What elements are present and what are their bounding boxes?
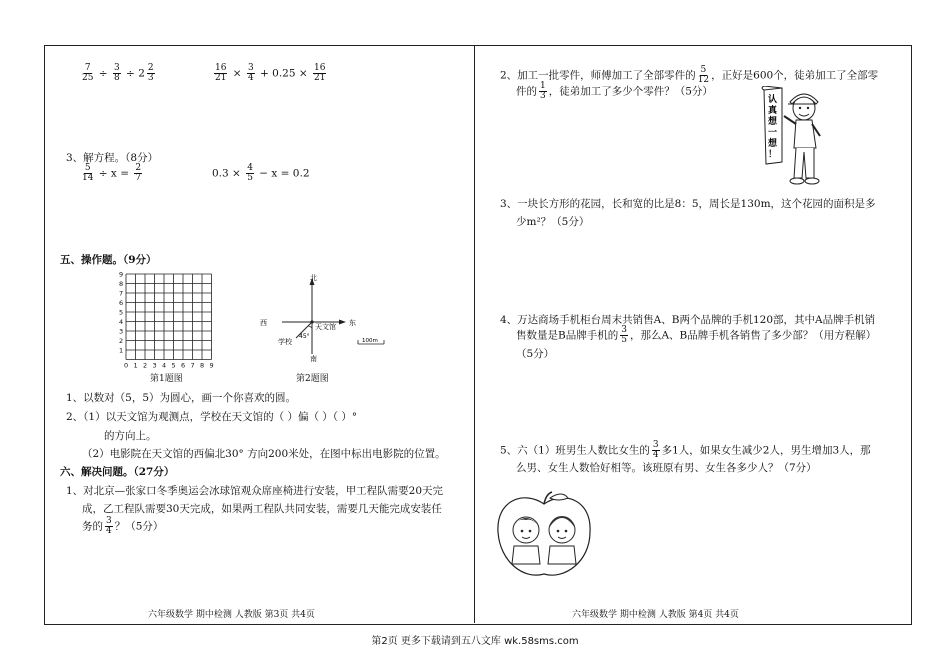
calc-expression-2: $\frac{16}{21}$ × $\frac{3}{4}$ + 0.25 × $\frac{16}{21}$ (215, 63, 326, 83)
grid-y-tick-label: 3 (119, 327, 124, 336)
left-page-footer: 六年级数学 期中检测 人教版 第3页 共4页 (148, 610, 315, 620)
equation-2: 0.3 × $\frac{4}{5}$ − x = 0.2 (212, 163, 310, 183)
apple-kids-illustration (494, 490, 594, 582)
grid-x-tick-label: 5 (171, 361, 176, 370)
page-divider (474, 45, 475, 623)
grid-y-tick-label: 5 (119, 308, 124, 317)
calc-expression-1: $\frac{7}{25}$ ÷ $\frac{3}{8}$ ÷ 2 $\frac{2}{3}$ (82, 63, 154, 83)
observatory-label: 天文馆 (315, 323, 336, 331)
problem-4-line-2: 售数量是B品牌手机的 $\frac{3}{5}$ ，那么A、B品牌手机各销售了多少部？（用方程解） (516, 325, 877, 345)
grid-x-tick-label: 4 (162, 361, 167, 370)
figure-2-caption: 第2题图 (296, 374, 329, 384)
problem-3-line-2: 少m²？（5分） (516, 216, 590, 228)
school-label: 学校 (278, 338, 292, 346)
problem-4-line-3: （5分） (516, 348, 555, 360)
grid-y-tick-label: 9 (119, 270, 124, 279)
grid-x-tick-label: 1 (133, 361, 138, 370)
problem-5-line-2: 么男、女生人数恰好相等。该班原有男、女生各多少人？（7分） (516, 462, 817, 474)
grid-x-tick-label: 6 (181, 361, 186, 370)
compass-north-label: 北 (310, 274, 317, 282)
grid-y-tick-label: 7 (119, 289, 124, 298)
angle-label: 45° (299, 333, 310, 340)
operation-question-2b: （2）电影院在天文馆的西偏北30° 方向200米处，在图中标出电影院的位置。 (82, 448, 446, 460)
problem-1-line-1: 1、对北京—张家口冬季奥运会冰球馆观众席座椅进行安装，甲工程队需要20天完 (66, 485, 444, 497)
problem-2-line-1: 2、加工一批零件，师傅加工了全部零件的 $\frac{5}{12}$ ，正好是600个，徒弟加工了全部零 (500, 65, 879, 85)
problem-1-line-3: 务的 $\frac{3}{4}$ ？（5分） (82, 516, 164, 536)
operation-question-2a-cont: 的方向上。 (104, 430, 157, 442)
compass-east-label: 东 (349, 319, 356, 327)
operation-question-2a: 2、（1）以天文馆为观测点，学校在天文馆的（ ）偏（ ）（ ）° (66, 411, 358, 423)
grid-y-tick-label: 2 (119, 337, 124, 345)
grid-x-tick-label: 0 (124, 361, 129, 370)
grid-y-tick-label: 6 (119, 299, 124, 307)
compass-west-label: 西 (260, 319, 267, 327)
grid-x-tick-label: 9 (209, 361, 214, 370)
equation-1: $\frac{5}{14}$ ÷ x = $\frac{2}{7}$ (82, 163, 142, 183)
right-page-footer: 六年级数学 期中检测 人教版 第4页 共4页 (572, 610, 739, 620)
problem-2-line-2: 件的 $\frac{1}{3}$ ，徒弟加工了多少个零件？（5分） (516, 81, 713, 101)
site-footer: 第2页 更多下载请到五八文库 wk.58sms.com (371, 636, 579, 647)
compass-figure (258, 272, 393, 364)
compass-south-label: 南 (310, 355, 317, 363)
section-6-title: 六、解决问题。（27分） (60, 466, 175, 478)
equation-title: 3、解方程。（8分） (66, 152, 159, 164)
grid-x-tick-label: 7 (190, 361, 195, 370)
section-5-title: 五、操作题。（9分） (60, 254, 157, 266)
grid-figure (114, 270, 216, 370)
grid-y-tick-label: 1 (119, 346, 124, 355)
boy-with-banner-illustration (752, 86, 834, 192)
grid-x-tick-label: 8 (200, 361, 205, 370)
figure-1-caption: 第1题图 (150, 374, 183, 384)
grid-x-tick-label: 3 (152, 361, 157, 370)
banner-text: 认真想一想！ (768, 95, 778, 160)
operation-question-1: 1、以数对（5，5）为圆心，画一个你喜欢的圆。 (66, 392, 297, 404)
grid-y-tick-label: 8 (119, 280, 124, 288)
problem-3-line-1: 3、一块长方形的花园，长和宽的比是8：5，周长是130m，这个花园的面积是多 (500, 198, 876, 210)
grid-x-tick-label: 2 (143, 361, 148, 370)
grid-y-tick-label: 4 (119, 318, 124, 326)
scale-bar-label: 100m (362, 338, 378, 344)
problem-1-line-2: 成，乙工程队需要30天完成，如果两工程队共同安装，需要几天能完成安装任 (82, 503, 442, 515)
problem-5-line-1: 5、六（1）班男生人数比女生的 $\frac{3}{4}$ 多1人，如果女生减少2人，男生增加3人，那 (500, 440, 871, 460)
problem-4-line-1: 4、万达商场手机柜台周末共销售A、B两个品牌的手机120部，其中A品牌手机销 (500, 314, 876, 326)
